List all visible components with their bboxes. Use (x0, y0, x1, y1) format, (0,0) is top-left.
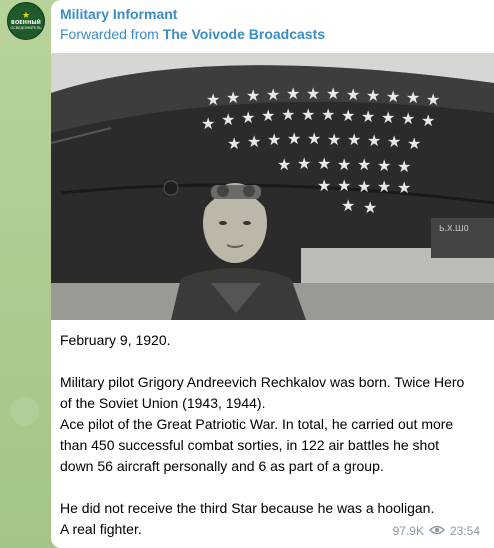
view-count: 97.9K (392, 524, 424, 538)
forwarded-prefix: Forwarded from (60, 26, 159, 42)
date-line: February 9, 1920. (60, 332, 171, 348)
message-text (60, 330, 480, 540)
svg-text:★: ★ (241, 108, 256, 127)
message-bubble (51, 0, 494, 548)
svg-text:★: ★ (387, 132, 402, 151)
message-time: 23:54 (449, 524, 480, 538)
svg-text:★: ★ (321, 105, 336, 124)
svg-text:★: ★ (357, 155, 372, 174)
svg-text:★: ★ (306, 84, 321, 103)
para2-line3: down 56 aircraft personally and 6 as part of a group. (60, 458, 384, 474)
star-icon: ★ (21, 10, 31, 20)
svg-text:★: ★ (386, 87, 401, 106)
tail-marking: Ь.Х.Ш0 (439, 224, 469, 233)
svg-text:★: ★ (317, 176, 332, 195)
avatar-text-line2: ОСВЕДОМИТЕЛЬ (10, 26, 42, 30)
historical-photo (51, 53, 494, 320)
forwarded-source[interactable]: The Voivode Broadcasts (162, 26, 326, 42)
svg-text:★: ★ (327, 130, 342, 149)
svg-text:★: ★ (361, 107, 376, 126)
para1-line2: of the Soviet Union (1943, 1944). (60, 395, 266, 411)
svg-text:★: ★ (227, 134, 242, 153)
svg-text:★: ★ (226, 88, 241, 107)
svg-text:★: ★ (407, 134, 422, 153)
svg-text:★: ★ (426, 90, 441, 109)
svg-text:★: ★ (367, 131, 382, 150)
svg-text:★: ★ (341, 196, 356, 215)
para1-line1: Military pilot Grigory Andreevich Rechkalov was born. Twice Hero (60, 374, 465, 390)
svg-text:★: ★ (281, 105, 296, 124)
svg-text:★: ★ (326, 84, 341, 103)
svg-text:★: ★ (337, 176, 352, 195)
forwarded-header[interactable] (60, 26, 325, 42)
svg-text:★: ★ (206, 90, 221, 109)
svg-text:★: ★ (301, 105, 316, 124)
svg-text:★: ★ (266, 85, 281, 104)
svg-text:★: ★ (341, 106, 356, 125)
svg-text:★: ★ (346, 85, 361, 104)
svg-text:★: ★ (381, 108, 396, 127)
para3-line1: He did not receive the third Star because he was a hooligan. (60, 500, 435, 516)
svg-text:★: ★ (377, 156, 392, 175)
para3-line2: A real fighter. (60, 521, 142, 537)
svg-text:★: ★ (337, 155, 352, 174)
svg-text:★: ★ (261, 106, 276, 125)
svg-text:★: ★ (421, 111, 436, 130)
message-photo[interactable] (51, 53, 494, 320)
svg-text:★: ★ (357, 177, 372, 196)
svg-text:★: ★ (247, 132, 262, 151)
para2-line1: Ace pilot of the Great Patriotic War. In total, he carried out more (60, 416, 454, 432)
eye-icon (429, 524, 445, 538)
para2-line2: than 450 successful combat sorties, in 122 air battles he shot (60, 437, 439, 453)
message-meta (393, 524, 480, 538)
channel-name[interactable]: Military Informant (60, 6, 178, 22)
svg-text:★: ★ (401, 109, 416, 128)
svg-text:★: ★ (406, 88, 421, 107)
svg-text:★: ★ (397, 178, 412, 197)
svg-text:★: ★ (317, 154, 332, 173)
svg-text:★: ★ (287, 129, 302, 148)
svg-text:★: ★ (297, 154, 312, 173)
channel-avatar[interactable] (7, 2, 45, 40)
svg-text:★: ★ (347, 130, 362, 149)
avatar-text-line1: ВОЕННЫЙ (11, 20, 41, 26)
svg-text:★: ★ (221, 110, 236, 129)
svg-text:★: ★ (397, 157, 412, 176)
svg-text:★: ★ (286, 84, 301, 103)
svg-text:★: ★ (201, 114, 216, 133)
svg-text:★: ★ (307, 129, 322, 148)
svg-text:★: ★ (246, 86, 261, 105)
svg-text:★: ★ (267, 130, 282, 149)
svg-text:★: ★ (277, 155, 292, 174)
svg-text:★: ★ (377, 177, 392, 196)
svg-text:★: ★ (366, 86, 381, 105)
svg-text:★: ★ (363, 198, 378, 217)
